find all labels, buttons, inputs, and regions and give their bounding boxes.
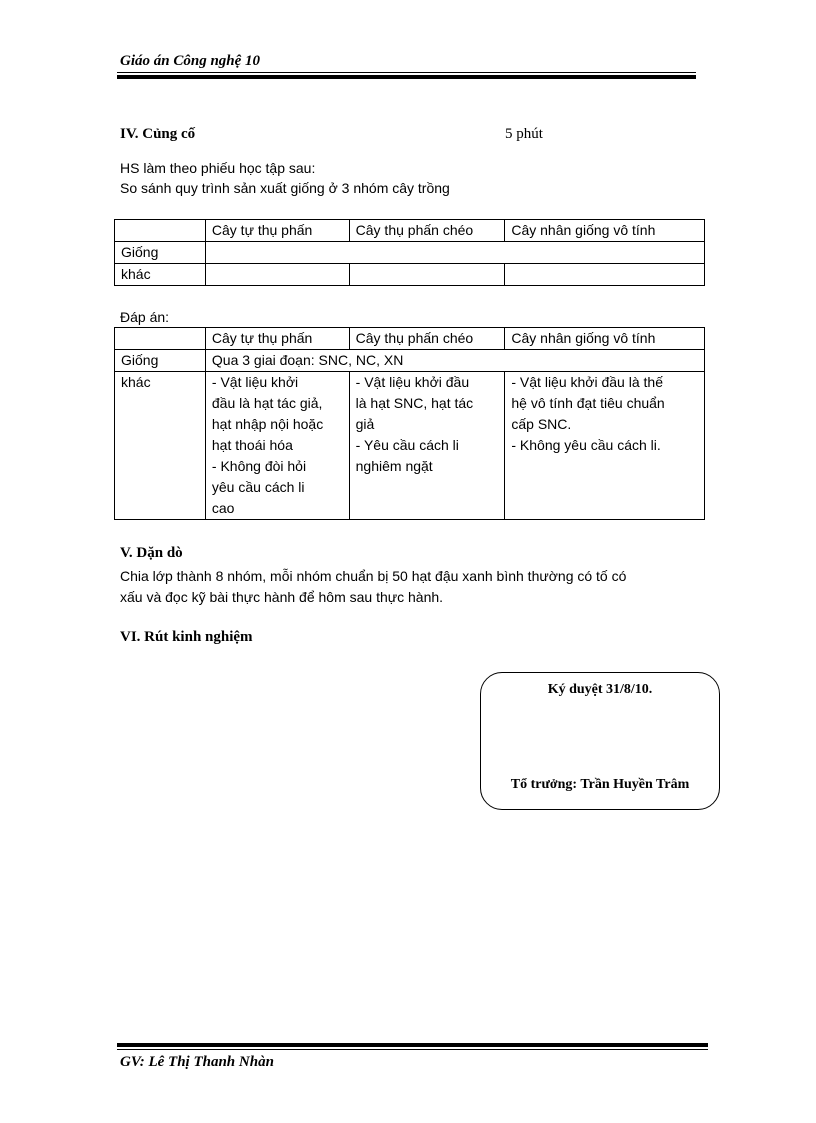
worksheet-row-same	[115, 242, 705, 264]
worksheet-table	[114, 219, 705, 286]
worksheet-row-diff	[115, 264, 705, 286]
cell-line: - Yêu cầu cách li	[355, 437, 459, 453]
cell-line: cấp SNC.	[511, 416, 572, 432]
cell-line: hệ vô tính đạt tiêu chuẩn	[511, 395, 665, 411]
worksheet-empty-cell	[349, 264, 505, 286]
answer-row-diff	[115, 372, 705, 520]
header-title: Giáo án Công nghệ 10	[120, 53, 261, 69]
section-5-heading: V. Dặn dò	[120, 545, 183, 561]
cell-line: hạt nhập nội hoặc	[211, 416, 324, 432]
cell-line: - Vật liệu khởi đầu	[355, 374, 470, 390]
cell-line: yêu cầu cách li	[211, 479, 305, 495]
header-rule-thin	[117, 72, 696, 73]
answer-same-value: Qua 3 giai đoạn: SNC, NC, XN	[205, 350, 704, 372]
answer-diff-vegetative	[505, 372, 705, 520]
worksheet-empty-cell	[505, 264, 705, 286]
section-4-intro-line-2: So sánh quy trình sản xuất giống ở 3 nhóm cây trồng	[120, 180, 450, 196]
section-6-heading: VI. Rút kinh nghiệm	[120, 629, 253, 645]
section-5-line-2: xấu và đọc kỹ bài thực hành để hôm sau thực hành.	[120, 589, 444, 605]
section-5-line-1: Chia lớp thành 8 nhóm, mỗi nhóm chuẩn bị 50 hạt đậu xanh bình thường có tố có	[120, 568, 627, 584]
section-4-heading: IV. Củng cố	[120, 126, 196, 142]
worksheet-row-label: Giống	[115, 242, 206, 264]
cell-line: - Không yêu cầu cách li.	[511, 437, 661, 453]
worksheet-empty-cell	[205, 242, 704, 264]
cell-line: nghiêm ngặt	[355, 458, 433, 474]
worksheet-header-row	[115, 220, 705, 242]
cell-line: đầu là hạt tác giả,	[211, 395, 323, 411]
team-leader: Tổ trưởng: Trần Huyền Trâm	[510, 777, 690, 792]
answer-label: Đáp án:	[120, 309, 170, 325]
answer-header-cell: Cây thụ phấn chéo	[349, 328, 505, 350]
header-rule-thick	[117, 75, 696, 79]
approval-date: Ký duyệt 31/8/10.	[547, 682, 653, 697]
worksheet-header-cell: Cây thụ phấn chéo	[349, 220, 505, 242]
cell-line: là hạt SNC, hạt tác	[355, 395, 474, 411]
worksheet-header-cell	[115, 220, 206, 242]
approval-box	[480, 672, 720, 810]
answer-table	[114, 327, 705, 520]
cell-line: - Vật liệu khởi đầu là thế	[511, 374, 663, 390]
worksheet-empty-cell	[205, 264, 349, 286]
worksheet-row-label: khác	[115, 264, 206, 286]
answer-header-cell	[115, 328, 206, 350]
footer-rule-thin	[117, 1049, 708, 1050]
answer-row-same	[115, 350, 705, 372]
cell-line: giả	[355, 416, 375, 432]
section-4-time: 5 phút	[505, 126, 543, 142]
section-4-intro-line-1: HS làm theo phiếu học tập sau:	[120, 160, 316, 176]
answer-diff-cross-pollinated	[349, 372, 505, 520]
cell-line: - Vật liệu khởi	[211, 374, 299, 390]
answer-row-label: khác	[115, 372, 206, 520]
worksheet-header-cell: Cây nhân giống vô tính	[505, 220, 705, 242]
worksheet-header-cell: Cây tự thụ phấn	[205, 220, 349, 242]
cell-line: hạt thoái hóa	[211, 437, 293, 453]
cell-line: cao	[211, 500, 235, 516]
footer-teacher: GV: Lê Thị Thanh Nhàn	[120, 1054, 274, 1070]
answer-header-cell: Cây nhân giống vô tính	[505, 328, 705, 350]
answer-header-cell: Cây tự thụ phấn	[205, 328, 349, 350]
cell-line: - Không đòi hỏi	[211, 458, 307, 474]
footer-rule-thick	[117, 1043, 708, 1047]
answer-row-label: Giống	[115, 350, 206, 372]
answer-diff-self-pollinated	[205, 372, 349, 520]
answer-header-row	[115, 328, 705, 350]
